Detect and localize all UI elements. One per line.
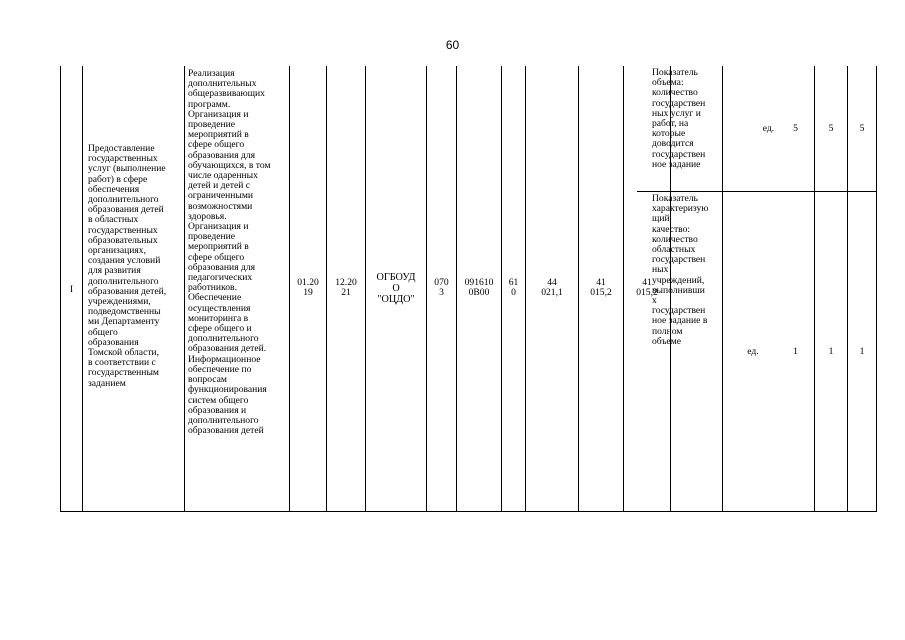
- funding-year-3: 41 015,2: [636, 277, 658, 299]
- row-rule: [60, 511, 877, 512]
- indicator-name: Показатель объема: количество государствен ных услуг и работ, на которые доводится государствен ное задание: [652, 67, 706, 170]
- indicator-value-2: 1: [828, 346, 834, 357]
- row-number: I: [69, 284, 74, 295]
- funding-year-2: 41 015,2: [590, 277, 612, 299]
- indicator-value-3: 5: [859, 123, 865, 134]
- col-rule: [82, 66, 83, 512]
- end-date: 12.20 21: [335, 277, 357, 299]
- indicator-divider: [637, 191, 877, 192]
- task-name: Предоставление государственных услуг (выполнение работ) в сфере обеспечения дополнительного образования детей в областных государственных образовательных организациях, создания условий для развития дополнительного образования детей, учреждениями, подведомственны ми Департаменту общего образования Томской области, в соответствии с государственным заданием: [88, 143, 167, 389]
- page-number: 60: [445, 38, 460, 52]
- activity-description: Реализация дополнительных общеразвивающих программ. Организация и проведение мероприятий в сфере общего образования для обучающихся, в том числе одаренных детей и детей с ограниченными возможностями здоровья. Организация и проведение мероприятий в сфере общего образования для педагогических работников. Обеспечение осуществления мониторинга в сфере общего и дополнительного образования детей. Информационное обеспечение по вопросам функционирования систем общего образования и дополнительного образования детей: [188, 68, 271, 437]
- executor: ОГБОУД О "ОЦДО": [376, 272, 416, 305]
- indicator-value-3: 1: [859, 346, 865, 357]
- indicator-name: Показатель характеризую щий качество: количество областных государствен ных учреждений, выполнивши х государствен ное задание в полном объеме: [652, 193, 709, 347]
- budget-code-target: 091610 0В00: [464, 277, 494, 299]
- col-rule: [876, 66, 877, 512]
- indicator-value-1: 5: [793, 123, 798, 134]
- col-rule: [184, 66, 185, 512]
- start-date: 01.20 19: [297, 277, 319, 299]
- plan-table: [60, 66, 877, 512]
- indicator-value-1: 1: [793, 346, 798, 357]
- indicator-value-2: 5: [828, 123, 834, 134]
- indicator-unit: ед.: [747, 346, 759, 357]
- budget-code-section: 070 3: [434, 277, 449, 299]
- budget-code-type: 61 0: [508, 277, 519, 299]
- indicator-unit: ед.: [762, 123, 775, 134]
- funding-year-1: 44 021,1: [541, 277, 563, 299]
